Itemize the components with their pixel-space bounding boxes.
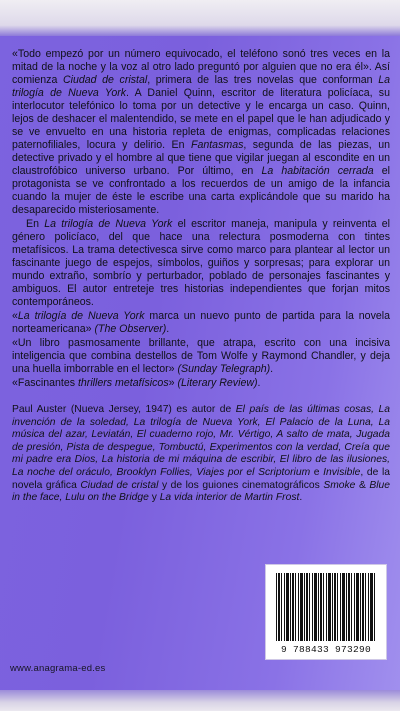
text-run: Paul Auster (Nueva Jersey, 1947) es autor de [12,404,236,415]
text-run: , segunda de las piezas, un detective privado y el hombre al que tiene que vigilar juegan al escondite en un claustrofóbico universo urbano. Por último, en [12,139,391,177]
blurb-paragraph [12,48,390,217]
text-run: y de los guiones cinematográficos [158,479,324,491]
text-run: «Fascinantes [12,377,78,389]
italic-text: thrillers metafísicos [77,377,169,389]
text-run: « [12,310,18,322]
italic-text: Smoke [323,479,356,491]
italic-text: Ciudad de cristal [62,74,148,86]
text-run: . [257,377,261,389]
italic-text: (Literary Review) [177,377,258,389]
blurb-paragraph [12,337,390,376]
text-run: . [270,363,274,375]
text-run: . [299,492,303,504]
italic-text: La trilogía de Nueva York [12,74,390,99]
text-run: marca un nuevo punto de partida para la novela norteamericana» [12,310,391,335]
italic-text: Ciudad de cristal [80,479,159,491]
text-run: . [166,323,170,335]
text-run: En [26,218,45,230]
text-run: el escritor maneja, manipula y reinventa el género policíaco, del que hace una relectura posmoderna con tintes metafísicos. La trama detectivesca sirve como marco para plantear al lector un fascinante juego de espejos, símbolos, guiños y sorpresas; para explorar un mundo extraño, sombrío y perturbador, poblado de personajes fascinantes y ambiguos. El autor entreteje tres historias independientes que forjan mitos contemporáneos. [12,218,390,308]
italic-text: (Sunday Telegraph) [177,363,271,375]
italic-text: La trilogía de Nueva York [17,310,145,322]
text-run: «Un libro pasmosamente brillante, que atrapa, escrito con una incisiva inteligencia que combina destellos de Tom Wolfe y Raymond Chandler, y deja una huella imborrable en el lector» [12,337,390,375]
text-run: e [310,466,324,478]
isbn-number: 9 788433 973290 [280,644,371,655]
italic-text: La vida interior de Martin Frost [159,492,300,504]
back-cover-text [12,48,390,505]
barcode [266,565,386,659]
synopsis-blurb [12,48,390,390]
italic-text: Invisible [323,466,361,478]
text-run: y [148,492,160,504]
italic-text: La habitación cerrada [261,165,374,177]
barcode-bars [276,573,376,641]
italic-text: Blue in the face, Lulu on the Bridge [12,479,390,504]
text-run: » [168,377,178,389]
text-run: , primera de las tres novelas que conforman [147,74,379,86]
blurb-paragraph [12,310,390,336]
italic-text: La trilogía de Nueva York [44,218,173,230]
text-run: & [355,479,370,491]
text-run: «Todo empezó por un número equivocado, el teléfono sonó tres veces en la mitad de la noche y la voz al otro lado preguntó por alguien que no era él». Así comienza [12,48,390,86]
blurb-paragraph [12,377,390,390]
text-run: , de la novela gráfica [12,466,390,491]
text-run: . A Daniel Quinn, escritor de literatura policíaca, su interlocutor telefónico lo toma por un detective y le encarga un caso. Quinn, lejos de deshacer el malentendido, se mete en el papel que le han adjudicado y se ve envuelto en una historia repleta de enigmas, complicadas relaciones paternofiliales, locura y delirio. En [12,87,390,151]
italic-text: El país de las últimas cosas, La invención de la soledad, La trilogía de Nueva York, El Palacio de la Luna, La música del azar, Leviatán, El cuaderno rojo, Mr. Vértigo, A salto de mata, Jugada de presión, Pista de despegue, Tombuctú, Experimentos con la verdad, Creía que mi padre era Dios, La historia de mi máquina de escribir, El libro de las ilusiones, La noche del oráculo, Brooklyn Follies, Viajes por el Scriptorium [12,404,391,478]
italic-text: Fantasmas [190,139,244,151]
bottom-edge-background [0,690,400,711]
author-bio [12,404,390,505]
publisher-website: www.anagrama-ed.es [10,663,106,674]
top-edge-background [0,0,400,36]
italic-text: (The Observer) [94,323,167,335]
text-run: el protagonista se ve confrontado a los recuerdos de un amigo de la infancia cuando la mujer de éste le escribe una carta explicándole que su marido ha desaparecido misteriosamente. [12,165,391,216]
blurb-paragraph [12,218,390,309]
